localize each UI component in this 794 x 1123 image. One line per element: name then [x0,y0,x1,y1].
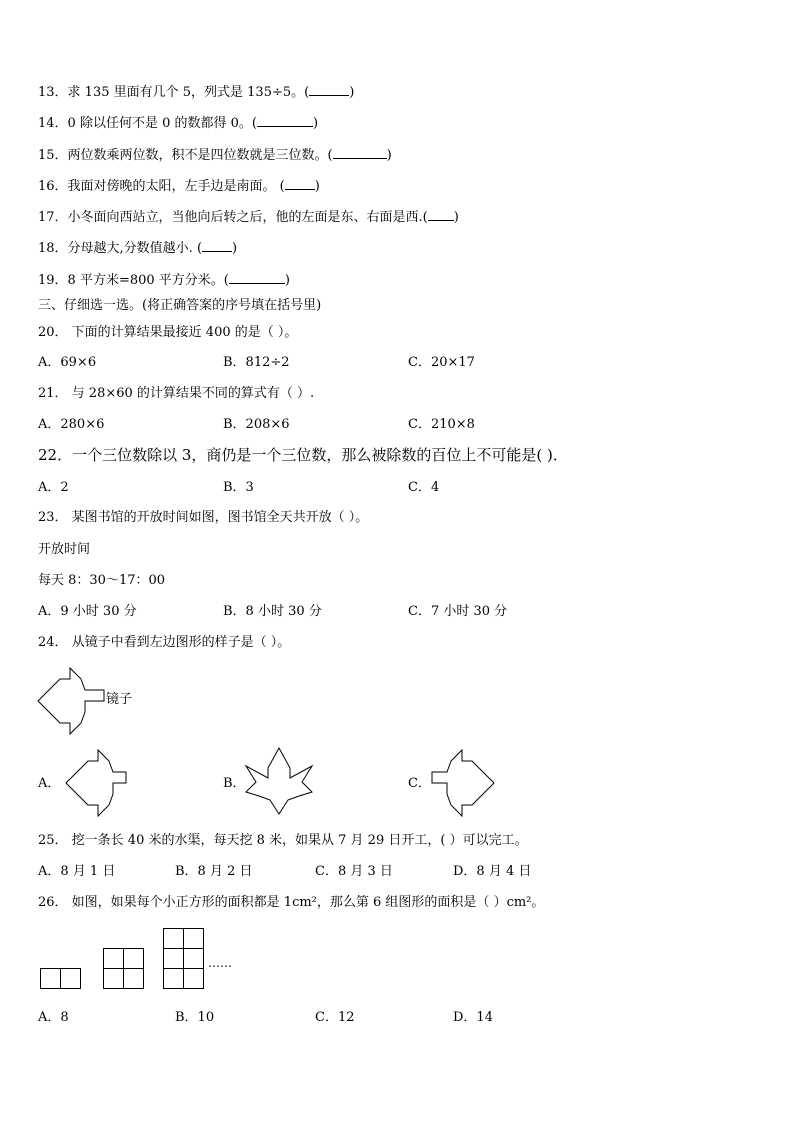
question-text: 两位数乘两位数，积不是四位数就是三位数。( [67,148,333,163]
question-20-stem: 20． 下面的计算结果最接近 400 的是（ ）。 [38,325,298,340]
question-text: 0 除以任何不是 0 的数都得 0。( [67,116,257,131]
closing-paren: ) [314,179,320,194]
answer-blank[interactable] [229,271,285,284]
option-c-arrow-figure[interactable] [430,750,496,816]
original-arrow-figure [38,668,106,734]
mirror-label: 镜子 [106,692,133,707]
closing-paren: ) [386,148,392,163]
answer-blank[interactable] [333,146,387,159]
answer-blank[interactable] [309,83,349,96]
q20-option-b[interactable]: B．812÷2 [223,355,290,370]
answer-blank[interactable] [285,177,315,190]
square-group-1 [40,968,82,990]
judge-question-17 [38,208,459,226]
question-text: 分母越大,分数值越小. ( [67,241,203,256]
q24-option-a[interactable]: A． [38,776,61,791]
q26-option-a[interactable]: A．8 [38,1010,69,1025]
question-number: 14． [38,116,68,131]
question-text: 8 平方米=800 平方分米。( [67,273,229,288]
closing-paren: ) [349,85,355,100]
section-heading: 三、仔细选一选。(将正确答案的序号填在括号里) [38,298,322,313]
q23-option-a[interactable]: A．9 小时 30 分 [38,604,137,619]
q21-option-b[interactable]: B．208×6 [223,417,290,432]
question-23-stem: 23． 某图书馆的开放时间如图，图书馆全天共开放（ ）。 [38,510,369,525]
q20-option-c[interactable]: C．20×17 [408,355,475,370]
q26-option-d[interactable]: D．14 [453,1010,493,1025]
q25-option-a[interactable]: A．8 月 1 日 [38,864,116,879]
question-24-stem: 24． 从镜子中看到左边图形的样子是（ ）。 [38,635,291,650]
q20-option-a[interactable]: A．69×6 [38,355,97,370]
closing-paren: ) [453,210,459,225]
judge-question-18 [38,239,237,257]
question-text: 求 135 里面有几个 5，列式是 135÷5。( [67,85,310,100]
ellipsis: …… [208,956,232,970]
closing-paren: ) [284,273,290,288]
question-22-stem: 22．一个三位数除以 3，商仍是一个三位数，那么被除数的百位上不可能是( )． [38,446,568,464]
judge-question-14 [38,114,318,132]
q23-option-c[interactable]: C．7 小时 30 分 [408,604,508,619]
option-b-arrow-figure[interactable] [245,748,313,814]
question-number: 13． [38,85,68,100]
q21-option-c[interactable]: C．210×8 [408,417,475,432]
judge-question-13 [38,83,354,101]
question-number: 19． [38,273,68,288]
question-text: 我面对傍晚的太阳，左手边是南面。 ( [67,179,285,194]
q26-option-c[interactable]: C．12 [315,1010,355,1025]
opening-hours-time: 每天 8：30～17：00 [38,573,166,588]
question-number: 18． [38,241,68,256]
judge-question-19 [38,271,290,289]
square-group-2 [103,948,145,990]
question-26-stem: 26． 如图，如果每个小正方形的面积都是 1cm²，那么第 6 组图形的面积是（ ）cm²。 [38,895,545,910]
question-21-stem: 21． 与 28×60 的计算结果不同的算式有（ ）. [38,386,315,401]
judge-question-16 [38,177,320,195]
answer-blank[interactable] [257,114,313,127]
square-group-3 [163,928,205,990]
q23-option-b[interactable]: B．8 小时 30 分 [223,604,322,619]
q26-option-b[interactable]: B．10 [175,1010,215,1025]
opening-hours-title: 开放时间 [38,542,91,557]
q22-option-c[interactable]: C．4 [408,480,440,495]
judge-question-15 [38,146,392,164]
q25-option-d[interactable]: D．8 月 4 日 [453,864,532,879]
answer-blank[interactable] [428,208,454,221]
question-number: 15． [38,148,68,163]
question-25-stem: 25． 挖一条长 40 米的水渠，每天挖 8 米，如果从 7 月 29 日开工，( ）可以完工。 [38,833,528,848]
q24-option-b[interactable]: B． [223,776,246,791]
option-a-arrow-figure[interactable] [62,750,128,816]
question-number: 16． [38,179,68,194]
closing-paren: ) [312,116,319,131]
question-number: 17． [38,210,68,225]
q25-option-b[interactable]: B．8 月 2 日 [175,864,253,879]
q25-option-c[interactable]: C．8 月 3 日 [315,864,393,879]
q21-option-a[interactable]: A．280×6 [38,417,105,432]
question-text: 小冬面向西站立，当他向后转之后，他的左面是东、右面是西.( [67,210,428,225]
closing-paren: ) [232,241,238,256]
answer-blank[interactable] [202,239,232,252]
q24-option-c[interactable]: C． [408,776,431,791]
q22-option-a[interactable]: A．2 [38,480,69,495]
q22-option-b[interactable]: B．3 [223,480,254,495]
